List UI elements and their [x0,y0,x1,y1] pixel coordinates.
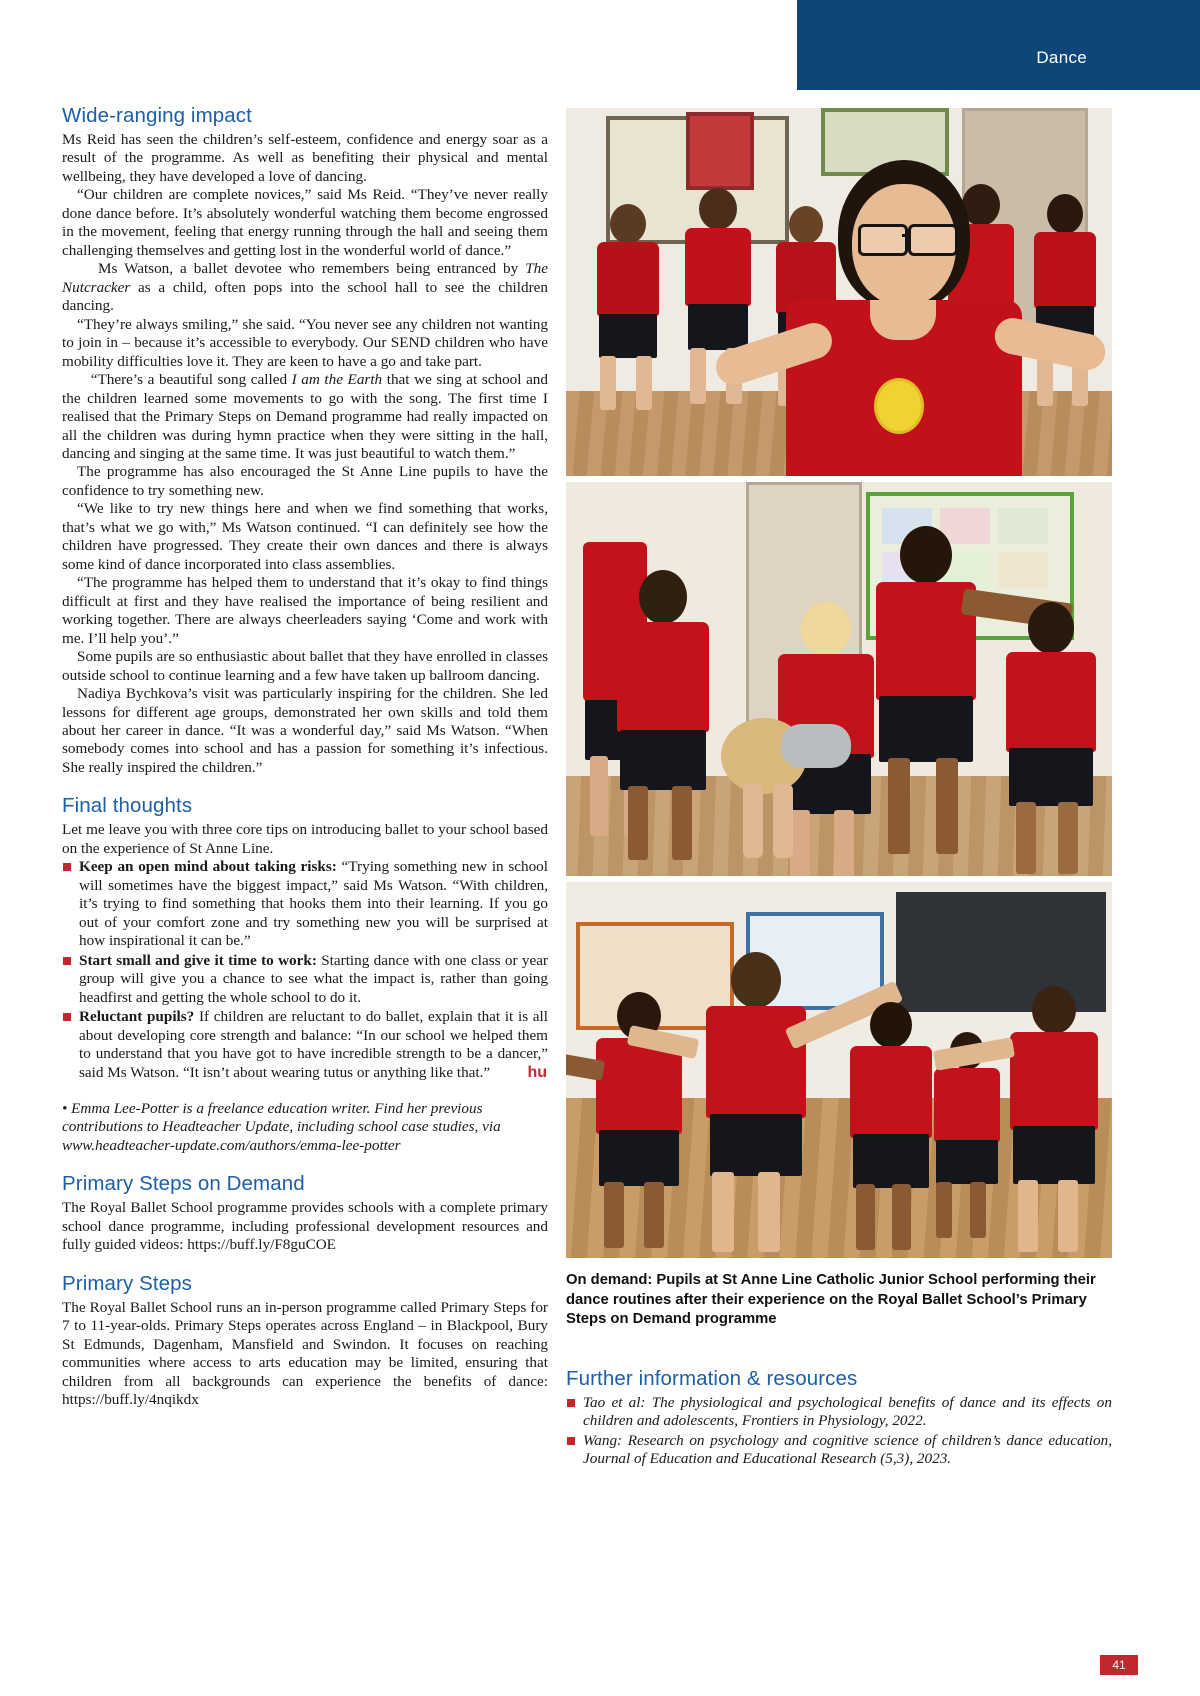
tip-lead: Keep an open mind about taking risks: [79,858,337,876]
right-column [566,108,1112,1470]
tip-text: Starting dance with one class or year group will give you a chance to see what the impact is, rather than going headfirst and getting the whole school to do it. [79,951,548,1006]
heading-primary-steps-on-demand: Primary Steps on Demand [62,1172,305,1196]
bullet-square-icon [63,957,71,965]
heading-primary-steps: Primary Steps [62,1271,193,1295]
heading-wide-ranging-impact: Wide-ranging impact [62,104,252,127]
paragraph: Some pupils are so enthusiastic about ballet that they have enrolled in classes outside school to continue learning and a few have taken up ballroom dancing. [62,648,548,684]
paragraph: Let me leave you with three core tips on introducing ballet to your school based on the experience of St Anne Line. [62,821,548,857]
photo-dance-routine [566,882,1112,1258]
bullet-square-icon [567,1399,575,1407]
list-item [62,858,548,950]
list-item [62,952,548,1007]
bullet-square-icon [567,1437,575,1445]
author-note: • Emma Lee-Potter is a freelance education writer. Find her previous contributions to Headteacher Update, including school case studies, via www.headteacher-update.com/authors/emma-lee-potter [62,1099,501,1154]
resource-text: Tao et al: The physiological and psychological benefits of dance and its effects on children and adolescents, Frontiers in Physiology, 2022. [583,1393,1112,1430]
paragraph: “Our children are complete novices,” said Ms Reid. “They’ve never really done dance before. It’s absolutely wonderful watching them become engrossed in the movement, feeling that energy running through the hall and seeing them challenging themselves and getting lost in the wonderful world of dance.” [62,186,548,259]
photo-caption: On demand: Pupils at St Anne Line Catholic Junior School performing their dance routines after their experience on the Royal Ballet School’s Primary Steps on Demand programme [566,1272,1096,1328]
header-band [797,0,1200,90]
tips-list [62,858,548,1082]
paragraph: Ms Reid has seen the children’s self-esteem, confidence and energy soar as a result of the programme. As well as benefiting their physical and mental wellbeing, they have developed a love of dancing. [62,131,548,185]
heading-further-information: Further information & resources [566,1366,858,1390]
paragraph: Ms Watson, a ballet devotee who remembers being entranced by The Nutcracker as a child, often pops into the school hall to see the children dancing. [62,260,548,315]
heading-final-thoughts: Final thoughts [62,794,193,818]
resources-list [566,1394,1112,1469]
tip-lead: Reluctant pupils? [79,1008,195,1026]
tip-lead: Start small and give it time to work: [79,951,317,969]
paragraph: “There’s a beautiful song called I am the Earth that we sing at school and the children learned some movements to go with the song. The first time I realised that the Primary Steps on Demand programme had really impacted on all the children was during hymn practice when they were sitting in the hall, dancing and singing at the same time. It was just beautiful to watch them.” [62,371,548,462]
paragraph: The Royal Ballet School programme provides schools with a complete primary school dance programme, including professional development resources and fully guided videos: https://buff.ly/F8guCOE [62,1199,548,1254]
tip-text: “Trying something new in school will sometimes have the biggest impact,” said Ms Watson. “With children, it’s trying to find something that hooks them into their learning. If you go out of your comfort zone and try something new you will be surprised at how inspirational it can be.” [79,858,548,950]
paragraph: “The programme has helped them to understand that it’s okay to find things difficult at first and they have realised the importance of being resilient and working together. There are always cheerleaders saying ‘Come and work with me. I’ll help you’.” [62,574,548,647]
list-item [566,1432,1112,1469]
bullet-square-icon [63,1013,71,1021]
resource-text: Wang: Research on psychology and cognitive science of children’s dance education, Journal of Education and Educational Research (5,3), 2023. [583,1431,1112,1468]
bullet-square-icon [63,863,71,871]
end-of-article-mark: hu [527,1063,547,1081]
list-item [62,1008,548,1082]
photo-pupils-practising [566,482,1112,876]
paragraph: The Royal Ballet School runs an in-person programme called Primary Steps for 7 to 11-year-olds. Primary Steps operates across England – in Blackpool, Bury St Edmunds, Dagenham, Mansfield and Swindon. It focuses on reaching communities where access to arts education may be limited, ensuring that children from all backgrounds can experience the benefits of dance: https://buff.ly/4nqikdx [62,1298,548,1409]
section-label: Dance [1036,48,1087,67]
paragraph: Nadiya Bychkova’s visit was particularly inspiring for the children. She led lessons for different age groups, demonstrated her own skills and told them about her career in dance. “It was a wonderful day,” said Ms Watson. “When somebody comes into school and has a passion for something it’s infectious. She really inspired the children.” [62,685,548,776]
list-item [566,1394,1112,1431]
paragraph: The programme has also encouraged the St Anne Line pupils to have the confidence to try something new. [62,463,548,499]
left-column [62,104,548,1410]
paragraph: “They’re always smiling,” she said. “You never see any children not wanting to join in – because it’s accessible to everybody. Our SEND children who have mobility difficulties love it. They are keen to have a go and take part. [62,315,548,370]
photo-classroom-boy-glasses [566,108,1112,476]
paragraph: “We like to try new things here and when we find something that works, that’s what we go with,” Ms Watson continued. “I can definitely see how the children have progressed. They create their own dances and there is always some kind of dance incorporated into class assemblies. [62,500,548,573]
page-number: 41 [1100,1655,1138,1675]
tip-text: If children are reluctant to do ballet, explain that it is all about developing core strength and balance: “In our school we helped them to understand that you have got to have incredible strength to be a dancer,” said Ms Watson. “It isn’t about wearing tutus or anything like that.” [79,1008,548,1081]
